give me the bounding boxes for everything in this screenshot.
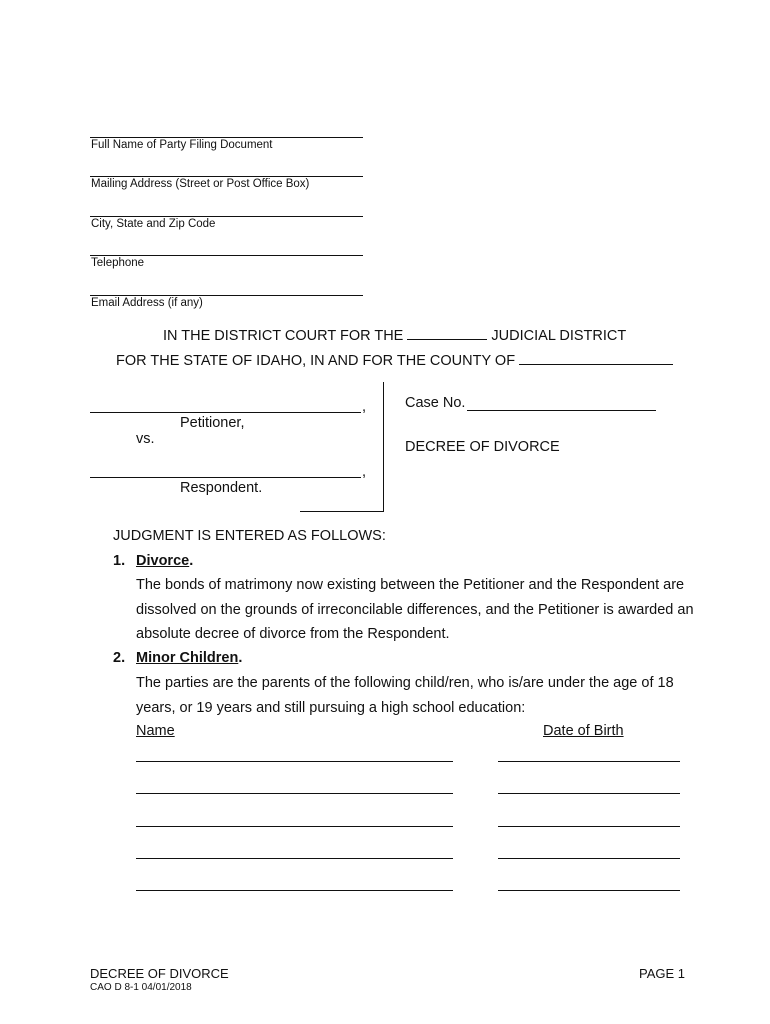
petitioner-comma: ,: [362, 399, 367, 415]
child-5-dob-line[interactable]: [498, 890, 680, 891]
child-1-dob-line[interactable]: [498, 761, 680, 762]
telephone-line[interactable]: [90, 255, 363, 256]
section-1-title-text: Divorce: [136, 553, 190, 569]
telephone-label: Telephone: [91, 257, 145, 269]
document-title: DECREE OF DIVORCE: [405, 439, 560, 455]
city-state-zip-line[interactable]: [90, 216, 363, 217]
judicial-district-blank[interactable]: [407, 325, 487, 340]
section-2-paragraph: [136, 671, 696, 720]
case-number-label: Case No.: [405, 395, 466, 411]
child-5-name-line[interactable]: [136, 890, 453, 891]
city-state-zip-label: City, State and Zip Code: [91, 218, 216, 230]
petitioner-label: Petitioner,: [180, 415, 245, 431]
respondent-comma: ,: [362, 464, 367, 480]
mailing-address-label: Mailing Address (Street or Post Office Box): [91, 178, 310, 190]
child-3-dob-line[interactable]: [498, 826, 680, 827]
child-2-name-line[interactable]: [136, 793, 453, 794]
judgment-heading: JUDGMENT IS ENTERED AS FOLLOWS:: [113, 528, 386, 544]
caption-bottom-line: [300, 511, 384, 512]
full-name-line[interactable]: [90, 137, 363, 138]
full-name-label: Full Name of Party Filing Document: [91, 139, 273, 151]
case-number-line[interactable]: [467, 410, 656, 411]
court-caption-line1: [163, 325, 626, 344]
email-line[interactable]: [90, 295, 363, 296]
section-1-line-1: The bonds of matrimony now existing between the Petitioner and the Respondent are: [136, 577, 685, 593]
caption-divider: [383, 382, 384, 512]
dob-column-header: Date of Birth: [543, 723, 624, 739]
mailing-address-line[interactable]: [90, 176, 363, 177]
section-1-title: Divorce.: [136, 553, 194, 569]
court-caption-prefix: IN THE DISTRICT COURT FOR THE: [163, 328, 404, 344]
respondent-label: Respondent.: [180, 480, 263, 496]
child-1-name-line[interactable]: [136, 761, 453, 762]
child-3-name-line[interactable]: [136, 826, 453, 827]
section-2-number: 2.: [113, 650, 126, 666]
section-1-line-3: absolute decree of divorce from the Respondent.: [136, 626, 450, 642]
state-county-prefix: FOR THE STATE OF IDAHO, IN AND FOR THE COUNTY OF: [116, 353, 516, 369]
child-2-dob-line[interactable]: [498, 793, 680, 794]
respondent-name-line[interactable]: [90, 477, 361, 478]
section-1-line-2: dissolved on the grounds of irreconcilable differences, and the Petitioner is awarded an: [136, 601, 694, 618]
section-1-paragraph: [136, 573, 696, 647]
footer-page-number: PAGE 1: [638, 966, 685, 981]
child-4-dob-line[interactable]: [498, 858, 680, 859]
court-caption-suffix: JUDICIAL DISTRICT: [491, 328, 627, 344]
vs-label: vs.: [136, 431, 155, 447]
name-column-header: Name: [136, 723, 175, 739]
section-1-number: 1.: [113, 553, 126, 569]
section-2-title-text: Minor Children: [136, 650, 239, 666]
section-2-title: Minor Children.: [136, 650, 243, 666]
section-2-line-2: years, or 19 years and still pursuing a high school education:: [136, 699, 526, 716]
footer-form-code: CAO D 8-1 04/01/2018: [90, 982, 192, 993]
section-2-line-1: The parties are the parents of the following child/ren, who is/are under the age of 18: [136, 675, 674, 691]
petitioner-name-line[interactable]: [90, 412, 361, 413]
footer-title: DECREE OF DIVORCE: [90, 966, 229, 981]
court-caption-line2: [116, 350, 673, 369]
county-blank[interactable]: [519, 350, 673, 365]
email-label: Email Address (if any): [91, 297, 203, 309]
child-4-name-line[interactable]: [136, 858, 453, 859]
